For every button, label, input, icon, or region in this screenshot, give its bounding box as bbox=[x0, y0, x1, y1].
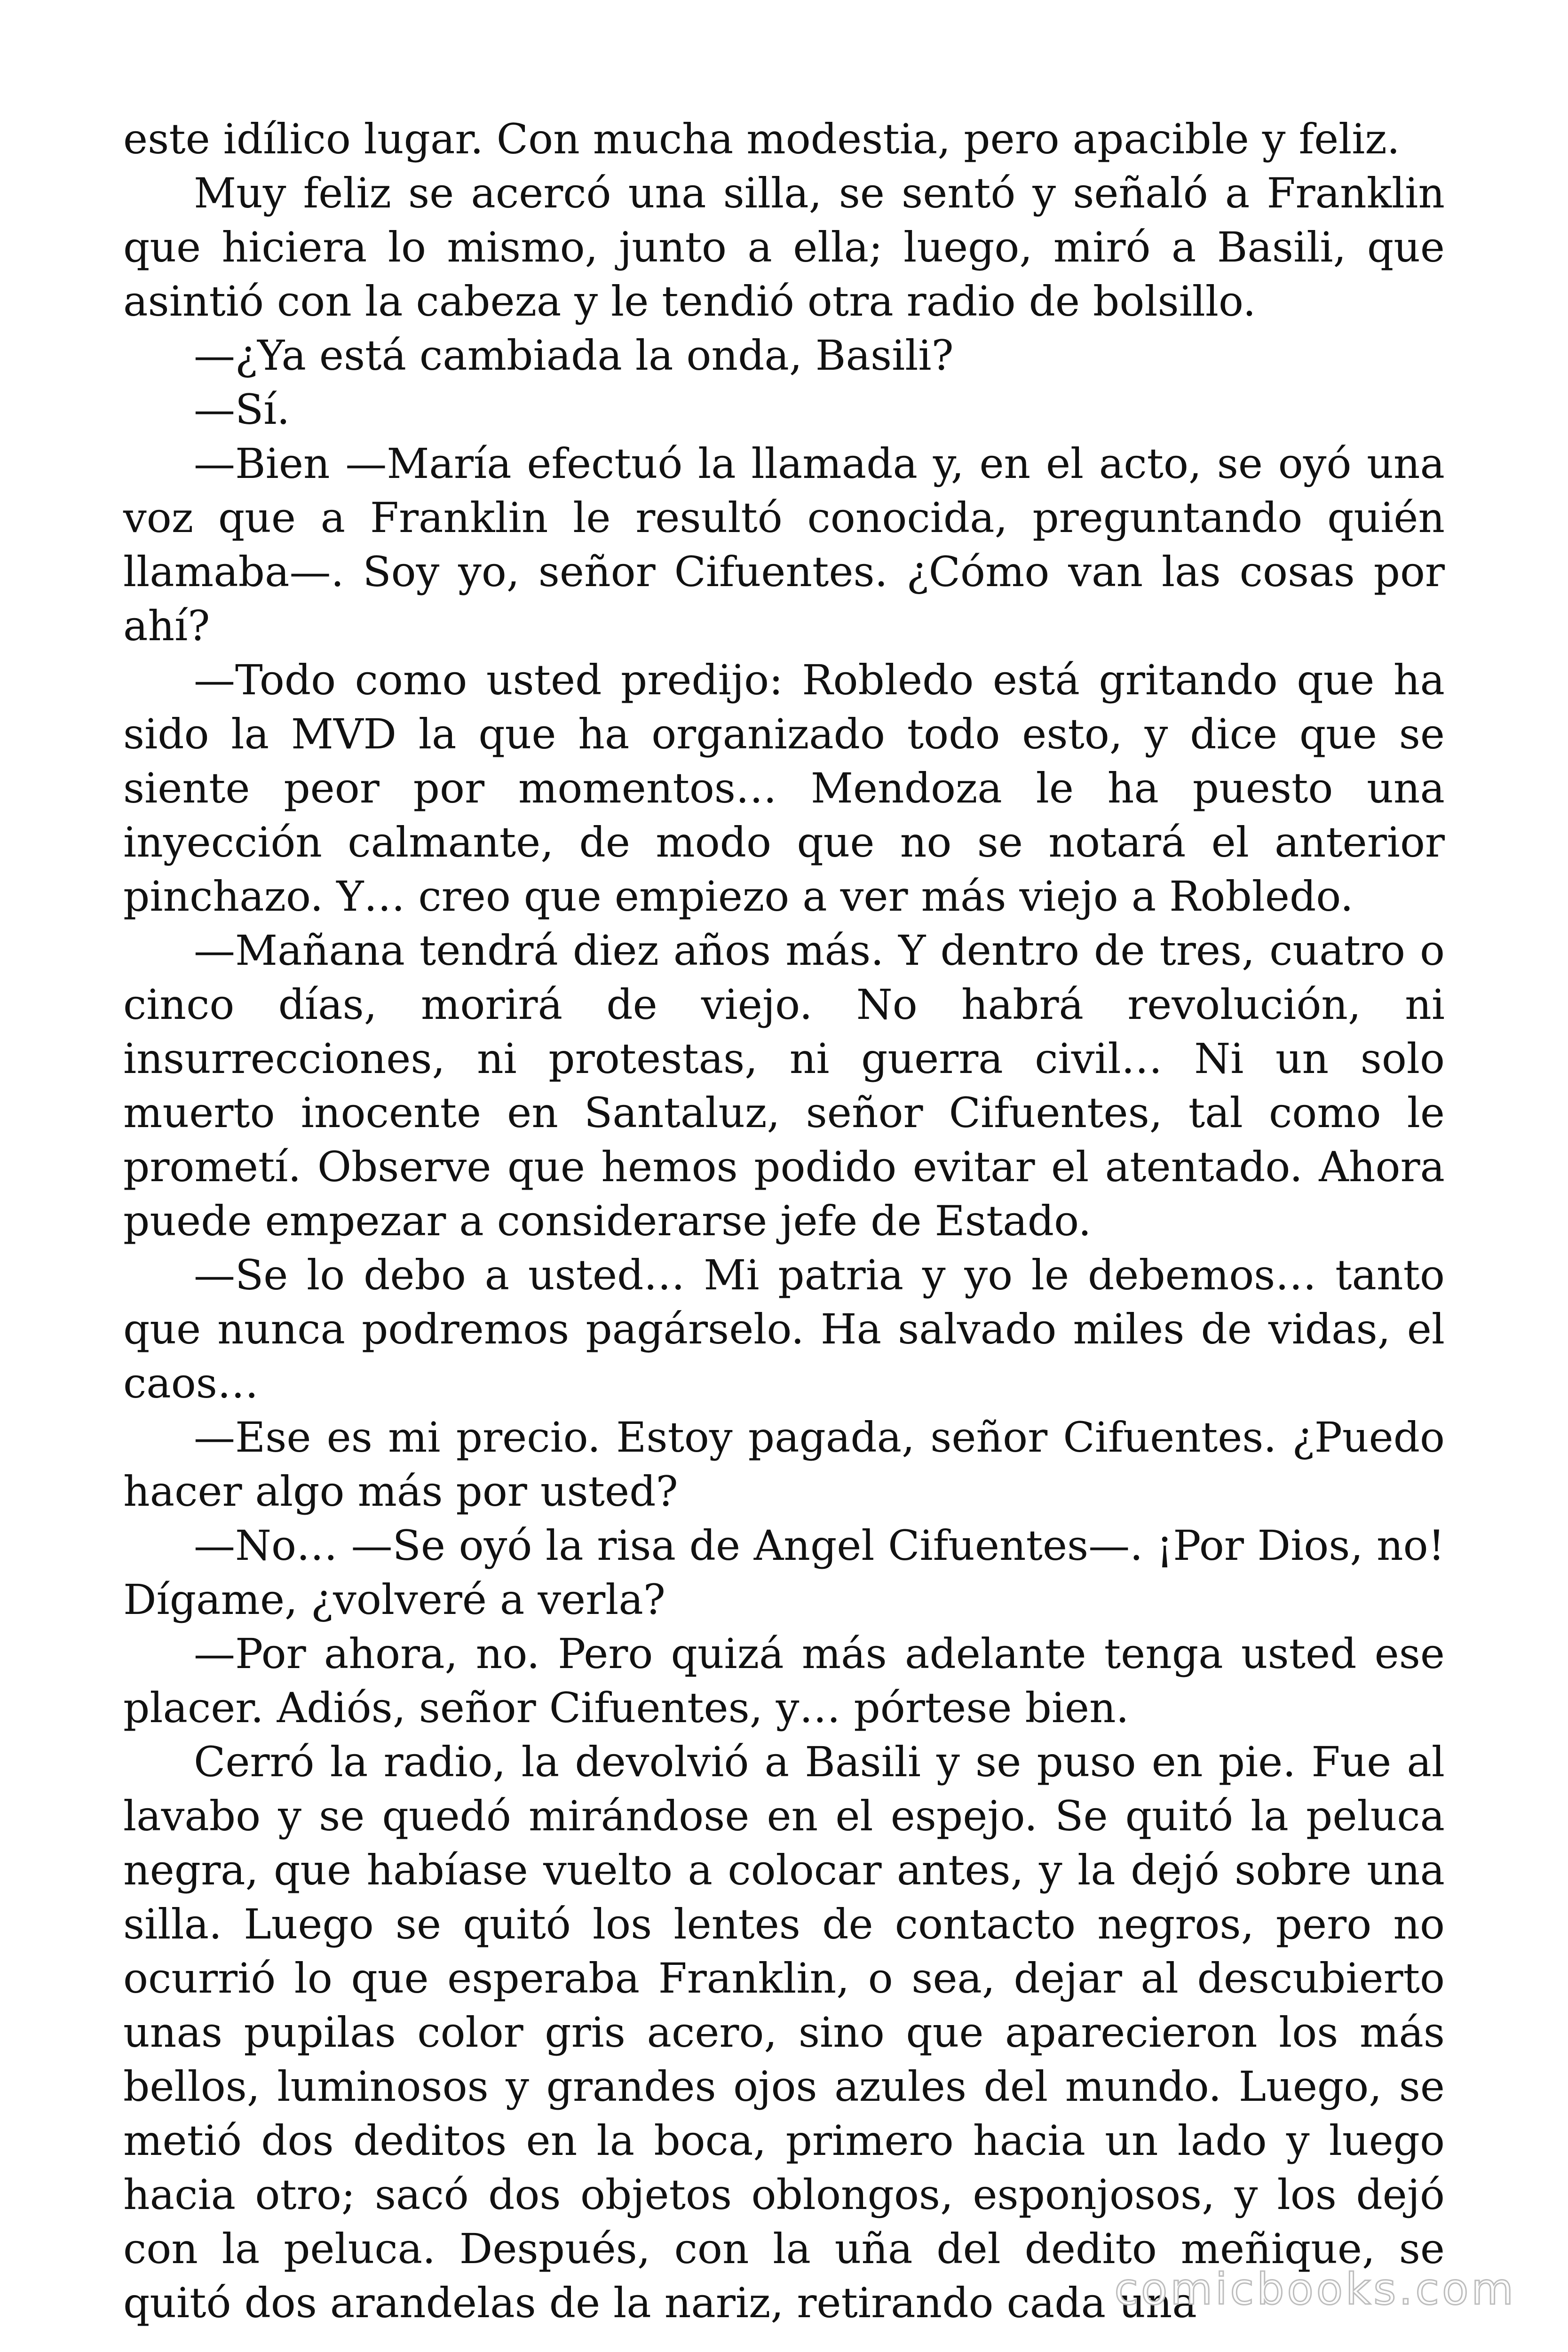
paragraph-11: —Por ahora, no. Pero quizá más adelante tenga usted ese placer. Adiós, señor Cifuentes, y… pórtese bien. bbox=[123, 1629, 1445, 1732]
paragraph-10: —No… —Se oyó la risa de Angel Cifuentes—. ¡Por Dios, no! Dígame, ¿volveré a verla? bbox=[123, 1521, 1445, 1624]
paragraph-4: —Sí. bbox=[194, 385, 290, 434]
watermark: comicbooks.com bbox=[1114, 2264, 1516, 2314]
paragraph-1: este idílico lugar. Con mucha modestia, pero apacible y feliz. bbox=[123, 115, 1400, 163]
paragraph-5: —Bien —María efectuó la llamada y, en el acto, se oyó una voz que a Franklin le resultó conocida, preguntando quién llamaba—. Soy yo, señor Cifuentes. ¿Cómo van las cosas por ahí? bbox=[123, 439, 1445, 650]
paragraph-6: —Todo como usted predijo: Robledo está gritando que ha sido la MVD la que ha organizado todo esto, y dice que se siente peor por momentos… Mendoza le ha puesto una inyección calmante, de modo que no se notará el anterior pinchazo. Y… creo que empiezo a ver más viejo a Robledo. bbox=[123, 656, 1445, 921]
paragraph-2: Muy feliz se acercó una silla, se sentó y señaló a Franklin que hiciera lo mismo, junto a ella; luego, miró a Basili, que asintió con la cabeza y le tendió otra radio de bolsillo. bbox=[123, 169, 1445, 326]
page-body bbox=[123, 112, 1445, 2330]
paragraph-3: —¿Ya está cambiada la onda, Basili? bbox=[194, 331, 954, 380]
paragraph-7: —Mañana tendrá diez años más. Y dentro de tres, cuatro o cinco días, morirá de viejo. No habrá revolución, ni insurrecciones, ni protestas, ni guerra civil… Ni un solo muerto inocente en Santaluz, señor Cifuentes, tal como le prometí. Observe que hemos podido evitar el atentado. Ahora puede empezar a considerarse jefe de Estado. bbox=[123, 926, 1445, 1245]
paragraph-8: —Se lo debo a usted… Mi patria y yo le debemos… tanto que nunca podremos pagárselo. Ha salvado miles de vidas, el caos… bbox=[123, 1251, 1445, 1407]
paragraph-9: —Ese es mi precio. Estoy pagada, señor Cifuentes. ¿Puedo hacer algo más por usted? bbox=[123, 1413, 1445, 1516]
paragraph-12: Cerró la radio, la devolvió a Basili y se puso en pie. Fue al lavabo y se quedó mirándose en el espejo. Se quitó la peluca negra, que habíase vuelto a colocar antes, y la dejó sobre una silla. Luego se quitó los lentes de contacto negros, pero no ocurrió lo que esperaba Franklin, o sea, dejar al descubierto unas pupilas color gris acero, sino que aparecieron los más bellos, luminosos y grandes ojos azules del mundo. Luego, se metió dos deditos en la boca, primero hacia un lado y luego hacia otro; sacó dos objetos oblongos, esponjosos, y los dejó con la peluca. Después, con la uña del dedito meñique, se quitó dos arandelas de la nariz, retirando cada una bbox=[123, 1738, 1445, 2327]
